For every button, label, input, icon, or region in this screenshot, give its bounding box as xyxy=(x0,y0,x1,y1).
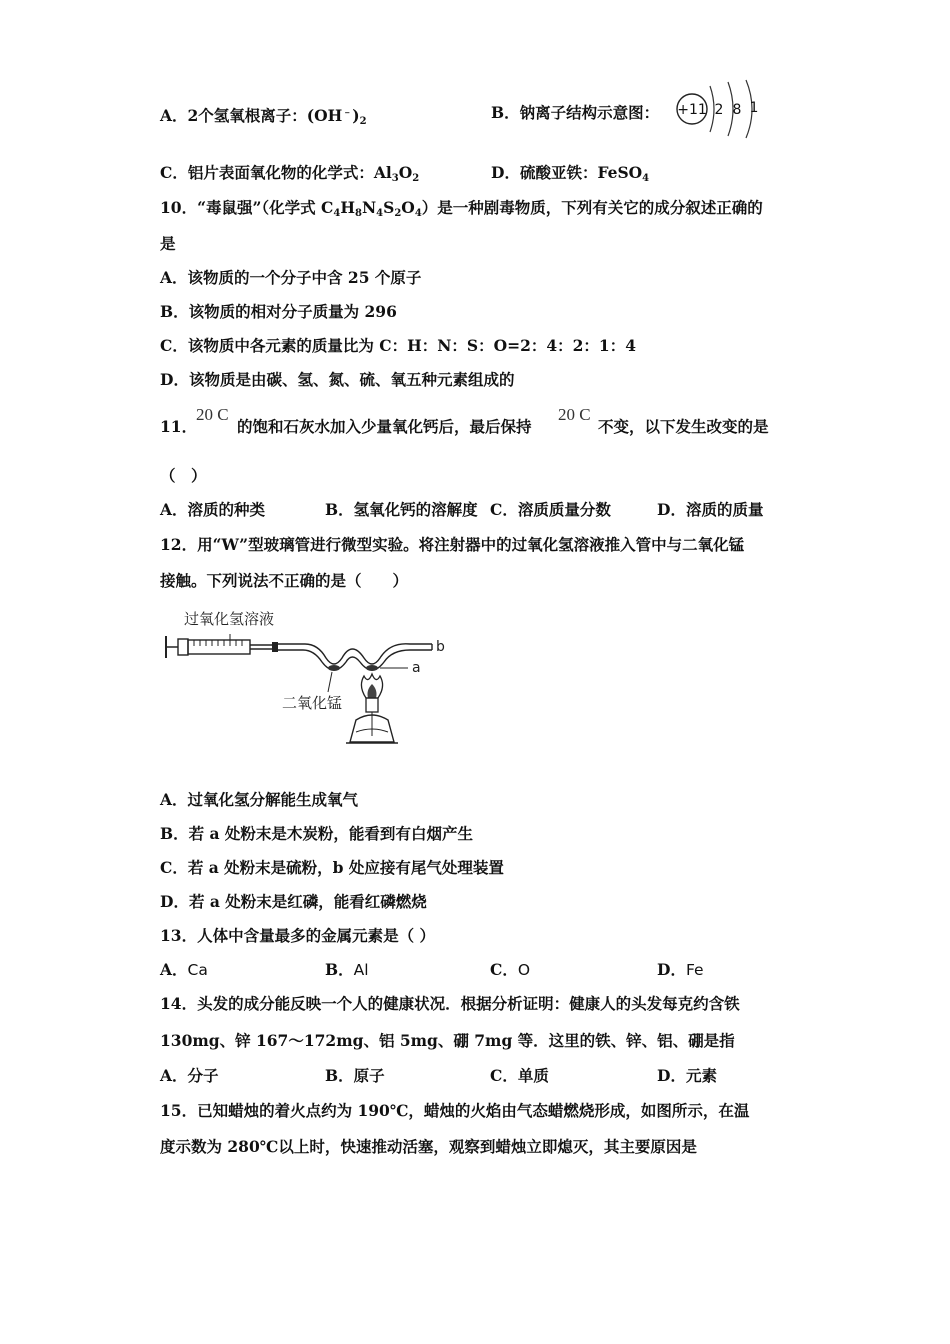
q12-option-d: D．若 a 处粉末是红磷，能看红磷燃烧 xyxy=(160,892,427,911)
nucleus-charge: +11 xyxy=(677,102,707,118)
q14-option-a: A．分子 xyxy=(160,1066,219,1085)
shell-2-electrons: 8 xyxy=(732,102,742,118)
q15-stem-line2: 度示数为 280℃以上时，快速推动活塞，观察到蜡烛立即熄灭，其主要原因是 xyxy=(160,1137,697,1156)
q10-option-c: C．该物质中各元素的质量比为 C：H：N：S：O=2：4：2：1：4 xyxy=(160,336,636,355)
q11-option-c: C．溶质质量分数 xyxy=(490,500,611,519)
q13-option-b: B．Al xyxy=(325,960,369,979)
q12-option-b: B．若 a 处粉末是木炭粉，能看到有白烟产生 xyxy=(160,824,473,843)
q9-option-b: B．钠离子结构示意图： xyxy=(491,103,660,122)
w-tube-apparatus-figure xyxy=(160,602,460,752)
q11-stem-part1: 的饱和石灰水加入少量氧化钙后，最后保持 xyxy=(237,417,532,436)
label-hydrogen-peroxide: 过氧化氢溶液 xyxy=(184,610,275,628)
q9-option-a: A．2个氢氧根离子：$(OH^﹣)_2$ xyxy=(160,106,367,127)
label-manganese-dioxide: 二氧化锰 xyxy=(282,694,343,712)
q11-temperature-2: 20 C xyxy=(558,405,591,424)
q12-stem-line1: 12．用“W”型玻璃管进行微型实验。将注射器中的过氧化氢溶液推入管中与二氧化锰 xyxy=(160,535,745,554)
q15-stem-line1: 15．已知蜡烛的着火点约为 190℃，蜡烛的火焰由气态蜡燃烧形成，如图所示，在温 xyxy=(160,1101,750,1120)
q12-option-c: C．若 a 处粉末是硫粉，b 处应接有尾气处理装置 xyxy=(160,858,504,877)
q10-stem-line1: 10．“毒鼠强”（化学式 $C_4H_8N_4S_2O_4$）是一种剧毒物质，下列有关它的成分叙述正确的 xyxy=(160,198,763,219)
q11-number: 11． xyxy=(160,417,198,436)
q14-option-b: B．原子 xyxy=(325,1066,385,1085)
q14-stem-line1: 14．头发的成分能反映一个人的健康状况．根据分析证明：健康人的头发每克约含铁 xyxy=(160,994,740,1013)
q10-option-d: D．该物质是由碳、氢、氮、硫、氧五种元素组成的 xyxy=(160,370,515,389)
q14-option-c: C．单质 xyxy=(490,1066,549,1085)
label-a: a xyxy=(412,660,421,676)
shell-3-electrons: 1 xyxy=(749,100,759,116)
q10-option-b: B．该物质的相对分子质量为 296 xyxy=(160,302,397,321)
shell-1-electrons: 2 xyxy=(714,102,724,118)
sodium-ion-diagram xyxy=(672,76,762,142)
label-b: b xyxy=(436,639,445,655)
q12-option-a: A．过氧化氢分解能生成氧气 xyxy=(160,790,359,809)
q11-option-b: B．氢氧化钙的溶解度 xyxy=(325,500,478,519)
q14-option-d: D．元素 xyxy=(657,1066,717,1085)
q11-answer-paren: （ ） xyxy=(160,466,207,485)
q13-option-a: A．Ca xyxy=(160,960,208,979)
q11-temperature-1: 20 C xyxy=(196,405,229,424)
q12-stem-line2: 接触。下列说法不正确的是（ ） xyxy=(160,571,409,590)
q11-option-a: A．溶质的种类 xyxy=(160,500,266,519)
q14-stem-line2: 130mg、锌 167～172mg、铝 5mg、硼 7mg 等．这里的铁、锌、铝、硼是指 xyxy=(160,1031,735,1050)
q9-option-c: C．铝片表面氧化物的化学式：$Al_3O_2$ xyxy=(160,163,420,184)
q9-option-d: D．硫酸亚铁：FeSO$_4$ xyxy=(491,163,650,184)
q10-option-a: A．该物质的一个分子中含 25 个原子 xyxy=(160,268,422,287)
q13-option-c: C．O xyxy=(490,960,531,979)
q13-stem: 13．人体中含量最多的金属元素是（ ） xyxy=(160,926,435,945)
q13-option-d: D．Fe xyxy=(657,960,704,979)
q11-stem-part2: 不变，以下发生改变的是 xyxy=(598,417,769,436)
q11-option-d: D．溶质的质量 xyxy=(657,500,764,519)
q10-stem-line2: 是 xyxy=(160,234,176,253)
